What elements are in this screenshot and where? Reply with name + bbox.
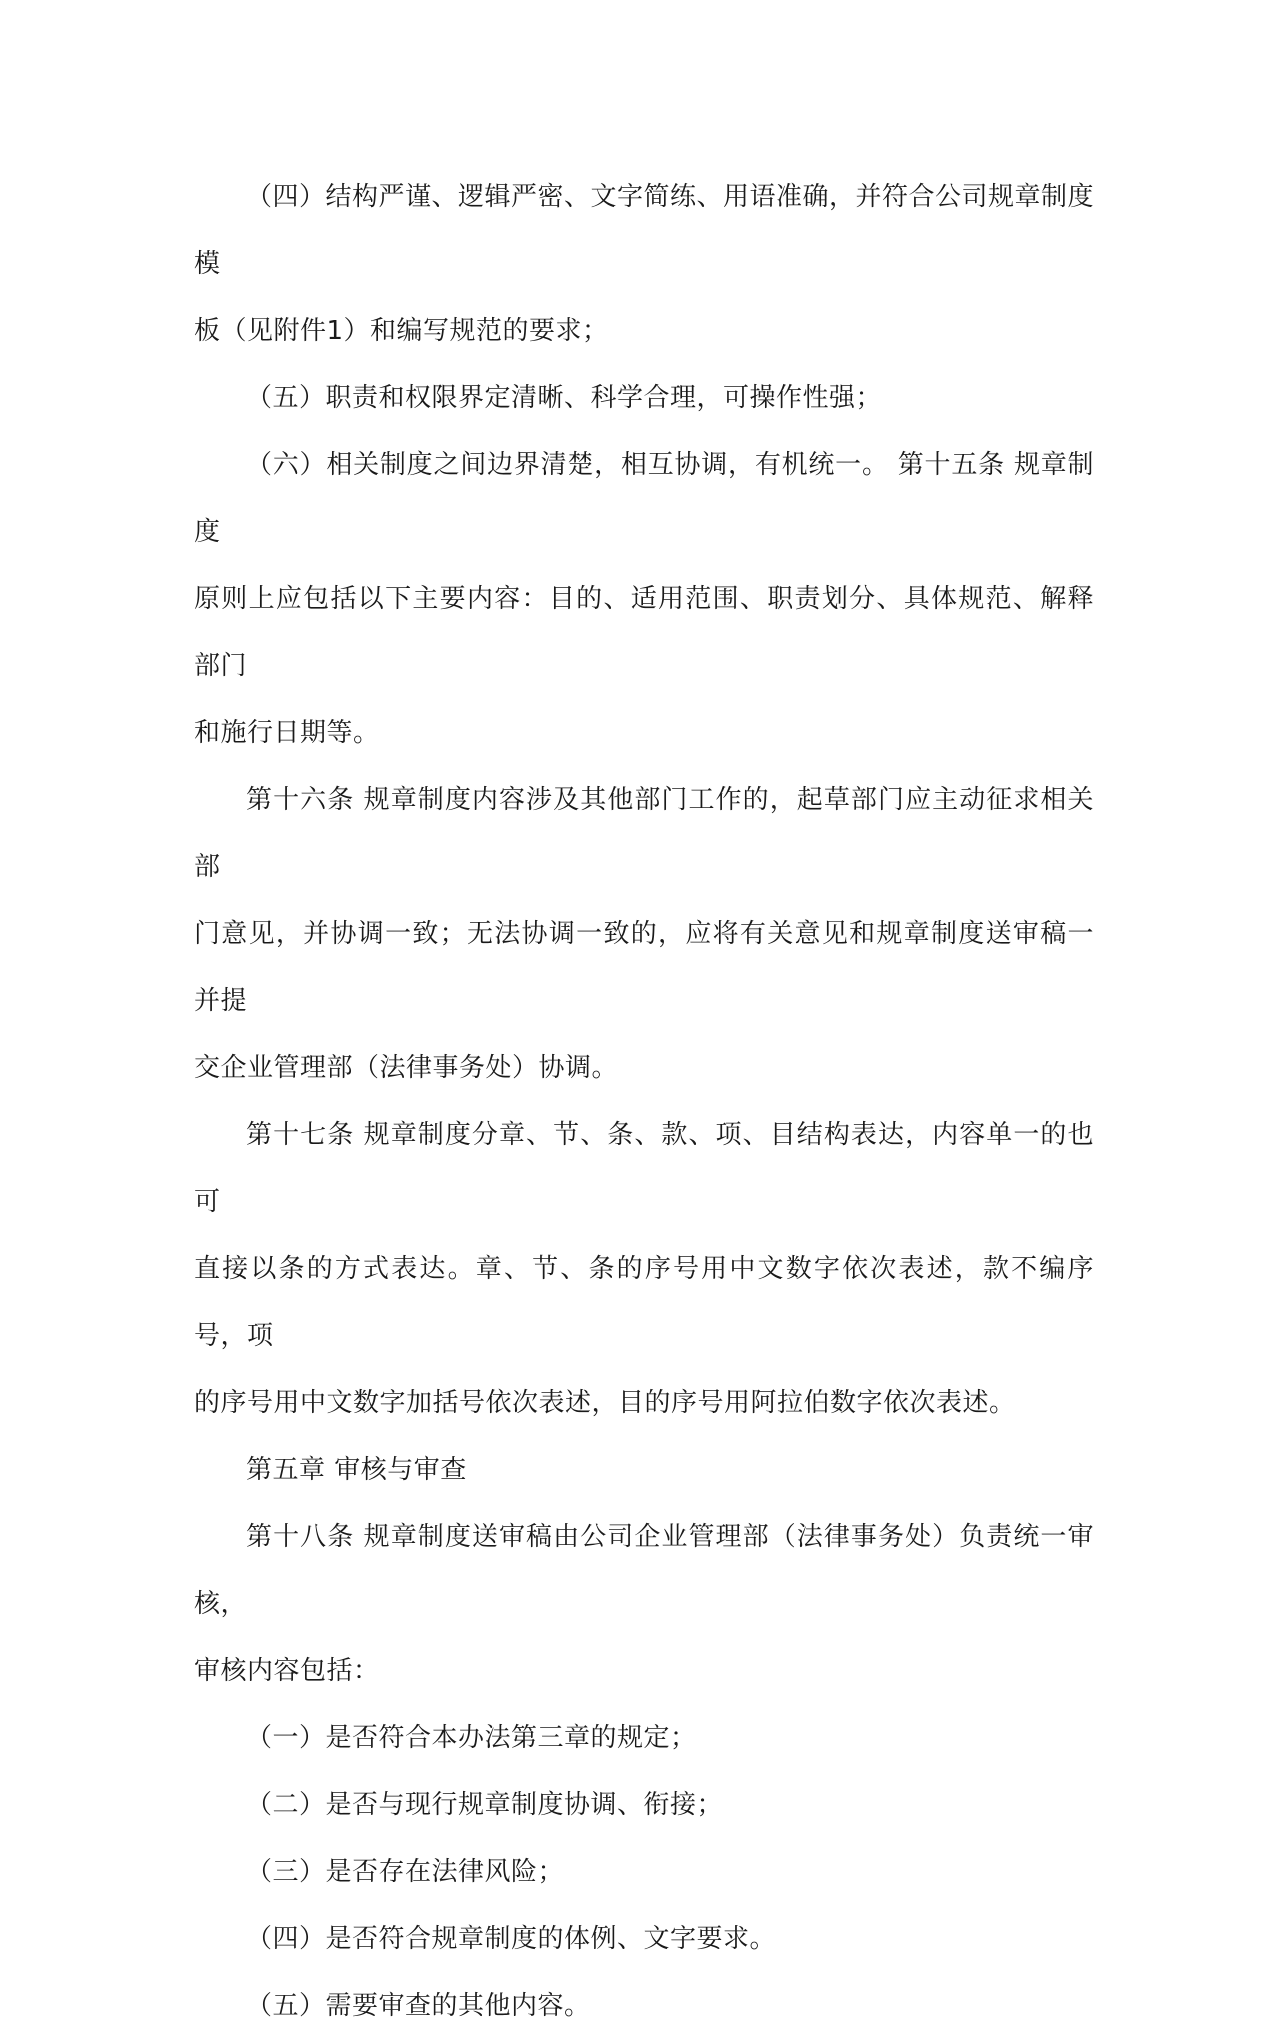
text-line: 第十七条 规章制度分章、节、条、款、项、目结构表达，内容单一的也可	[194, 1120, 1094, 1217]
text-line: 板（见附件1）和编写规范的要求；	[194, 316, 609, 346]
text-line: 第十六条 规章制度内容涉及其他部门工作的，起草部门应主动征求相关部	[194, 785, 1094, 882]
review-item-5	[194, 1973, 1094, 2040]
text-line: 第五章 审核与审查	[246, 1455, 467, 1485]
text-line: 直接以条的方式表达。章、节、条的序号用中文数字依次表述，款不编序号，项	[194, 1254, 1094, 1351]
text-line: （五）职责和权限界定清晰、科学合理，可操作性强；	[246, 383, 883, 413]
text-line: 门意见，并协调一致；无法协调一致的，应将有关意见和规章制度送审稿一并提	[194, 919, 1094, 1016]
text-line: 和施行日期等。	[194, 718, 380, 748]
text-line: （四）是否符合规章制度的体例、文字要求。	[246, 1924, 777, 1954]
text-line: 的序号用中文数字加括号依次表述，目的序号用阿拉伯数字依次表述。	[194, 1388, 1016, 1418]
paragraph-article-18	[194, 1504, 1094, 1705]
text-line: （四）结构严谨、逻辑严密、文字简练、用语准确，并符合公司规章制度模	[194, 182, 1095, 279]
text-line: （五）需要审查的其他内容。	[246, 1991, 591, 2021]
text-line: （二）是否与现行规章制度协调、衔接；	[246, 1790, 724, 1820]
text-line: （六）相关制度之间边界清楚，相互协调，有机统一。 第十五条 规章制度	[194, 450, 1094, 547]
chapter-5-heading	[194, 1437, 1094, 1504]
text-line: 第十八条 规章制度送审稿由公司企业管理部（法律事务处）负责统一审核，	[194, 1522, 1094, 1619]
text-line: （一）是否符合本办法第三章的规定；	[246, 1723, 697, 1753]
paragraph-item-4-structure	[194, 164, 1094, 365]
review-item-2	[194, 1772, 1094, 1839]
document-body	[194, 164, 1094, 2040]
paragraph-item-5-responsibility	[194, 365, 1094, 432]
review-item-4	[194, 1906, 1094, 1973]
text-line: （三）是否存在法律风险；	[246, 1857, 565, 1887]
paragraph-article-16	[194, 767, 1094, 1102]
paragraph-article-17	[194, 1102, 1094, 1437]
review-item-3	[194, 1839, 1094, 1906]
text-line: 原则上应包括以下主要内容：目的、适用范围、职责划分、具体规范、解释部门	[194, 584, 1094, 681]
review-item-1	[194, 1705, 1094, 1772]
paragraph-item-6-and-article-15	[194, 432, 1094, 767]
text-line: 交企业管理部（法律事务处）协调。	[194, 1053, 619, 1083]
text-line: 审核内容包括：	[194, 1656, 380, 1686]
